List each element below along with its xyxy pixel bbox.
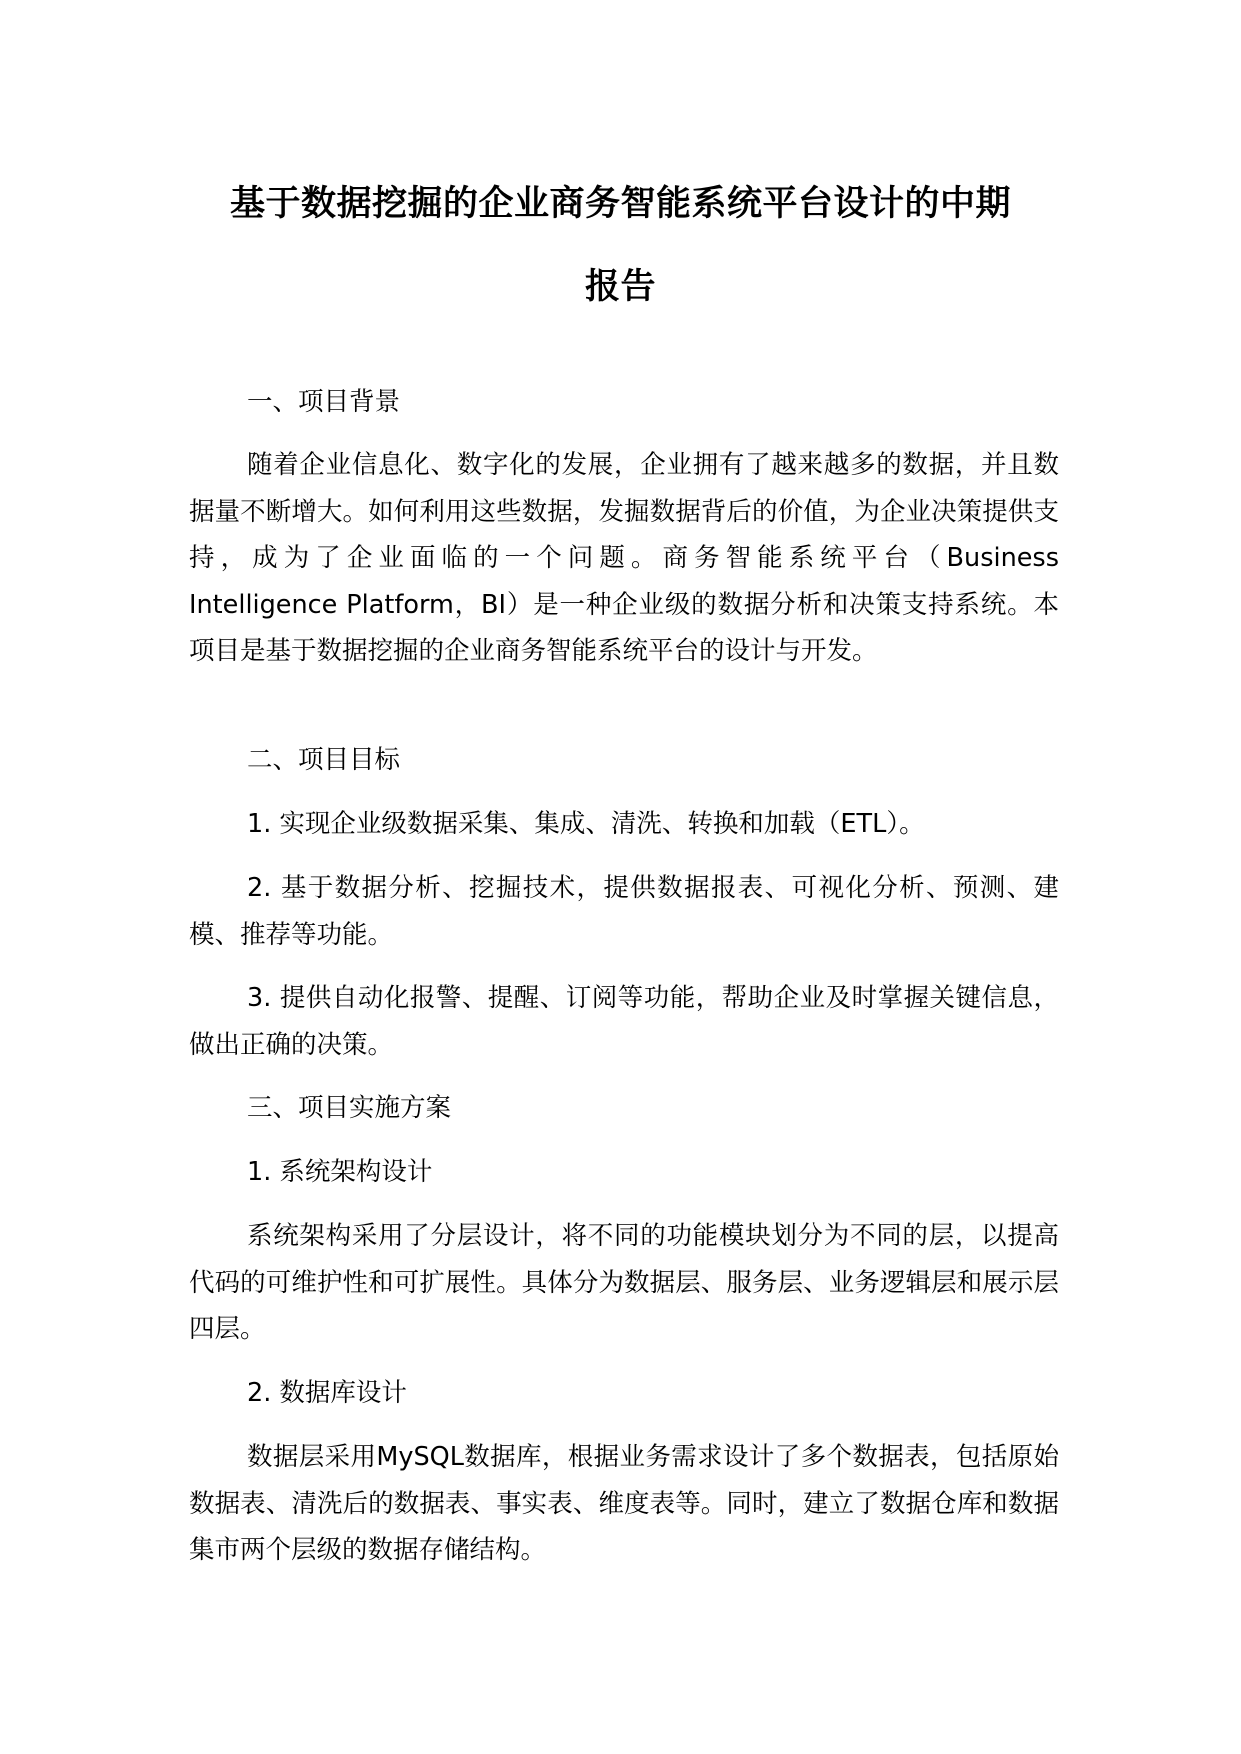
subheading-database: 2. 数据库设计 — [247, 1378, 407, 1408]
database-paragraph: 数据层采用MySQL数据库，根据业务需求设计了多个数据表，包括原始数据表、清洗后的数据表、事实表、维度表等。同时，建立了数据仓库和数据集市两个层级的数据存储结构。 — [189, 1442, 1059, 1565]
document-title-line1: 基于数据挖掘的企业商务智能系统平台设计的中期 — [229, 184, 1011, 224]
background-paragraph: 随着企业信息化、数字化的发展，企业拥有了越来越多的数据，并且数据量不断增大。如何利用这些数据，发掘数据背后的价值，为企业决策提供支持，成为了企业面临的一个问题。商务智能系统平台（Business Intelligence Platform，BI）是一种企业级的数据分析和决策支持系统。本项目是基于数据挖掘的企业商务智能系统平台的设计与开发。 — [189, 450, 1059, 666]
architecture-paragraph: 系统架构采用了分层设计，将不同的功能模块划分为不同的层，以提高代码的可维护性和可扩展性。具体分为数据层、服务层、业务逻辑层和展示层四层。 — [189, 1221, 1059, 1344]
document-title-line2: 报告 — [584, 267, 656, 307]
subheading-architecture: 1. 系统架构设计 — [247, 1157, 433, 1187]
goal-item-3: 3. 提供自动化报警、提醒、订阅等功能，帮助企业及时掌握关键信息，做出正确的决策。 — [189, 983, 1059, 1060]
section-heading-goals: 二、项目目标 — [247, 745, 401, 775]
goal-item-2: 2. 基于数据分析、挖掘技术，提供数据报表、可视化分析、预测、建模、推荐等功能。 — [189, 873, 1059, 950]
goal-item-1: 1. 实现企业级数据采集、集成、清洗、转换和加载（ETL）。 — [247, 809, 925, 839]
section-heading-background: 一、项目背景 — [247, 387, 401, 417]
section-heading-implementation: 三、项目实施方案 — [247, 1093, 452, 1123]
